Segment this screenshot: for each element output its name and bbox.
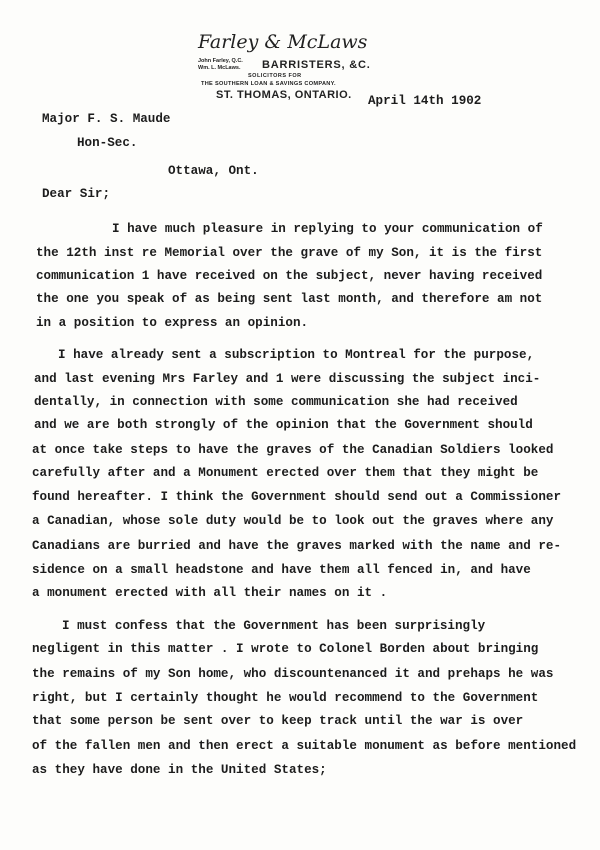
body-line: right, but I certainly thought he would recommend to the Government — [32, 691, 539, 705]
body-line: a monument erected with all their names on it . — [32, 586, 388, 600]
solicitors-for: SOLICITORS FOR — [248, 73, 302, 79]
body-line: found hereafter. I think the Government should send out a Commissioner — [32, 490, 562, 504]
body-line: carefully after and a Monument erected over them that they might be — [32, 466, 539, 480]
salutation: Dear Sir; — [42, 187, 111, 201]
body-line: the remains of my Son home, who discountenanced it and prehaps he was — [32, 667, 554, 681]
body-line: Canadians are burried and have the graves marked with the name and re- — [32, 539, 562, 553]
body-line: I have already sent a subscription to Montreal for the purpose, — [58, 348, 535, 362]
body-line: and we are both strongly of the opinion that the Government should — [34, 418, 533, 432]
firm-logo: Farley & McLaws — [198, 31, 368, 53]
recipient-location: Ottawa, Ont. — [168, 164, 259, 178]
recipient-title: Hon-Sec. — [77, 136, 138, 150]
recipient-name: Major F. S. Maude — [42, 112, 171, 126]
body-line: a Canadian, whose sole duty would be to look out the graves where any — [32, 514, 554, 528]
profession: BARRISTERS, &C. — [262, 59, 371, 71]
company: THE SOUTHERN LOAN & SAVINGS COMPANY. — [201, 81, 336, 87]
partner-name: Wm. L. McLaws. — [198, 65, 241, 71]
body-line: negligent in this matter . I wrote to Colonel Borden about bringing — [32, 642, 539, 656]
city: ST. THOMAS, ONTARIO. — [216, 89, 352, 101]
body-line: and last evening Mrs Farley and 1 were discussing the subject inci- — [34, 372, 541, 386]
partners — [198, 58, 243, 72]
body-line: I must confess that the Government has been surprisingly — [62, 619, 486, 633]
body-line: that some person be sent over to keep track until the war is over — [32, 714, 524, 728]
body-line: I have much pleasure in replying to your communication of — [112, 222, 543, 236]
body-line: in a position to express an opinion. — [36, 316, 309, 330]
body-line: at once take steps to have the graves of the Canadian Soldiers looked — [32, 443, 554, 457]
body-line: dentally, in connection with some communication she had received — [34, 395, 518, 409]
partner-name: John Farley, Q.C. — [198, 58, 243, 64]
body-line: the one you speak of as being sent last month, and therefore am not — [36, 292, 543, 306]
body-line: sidence on a small headstone and have them all fenced in, and have — [32, 563, 531, 577]
body-line: of the fallen men and then erect a suitable monument as before mentioned — [32, 739, 577, 753]
body-line: as they have done in the United States; — [32, 763, 327, 777]
letter-date: April 14th 1902 — [368, 94, 482, 108]
body-line: communication 1 have received on the subject, never having received — [36, 269, 543, 283]
body-line: the 12th inst re Memorial over the grave of my Son, it is the first — [36, 246, 543, 260]
